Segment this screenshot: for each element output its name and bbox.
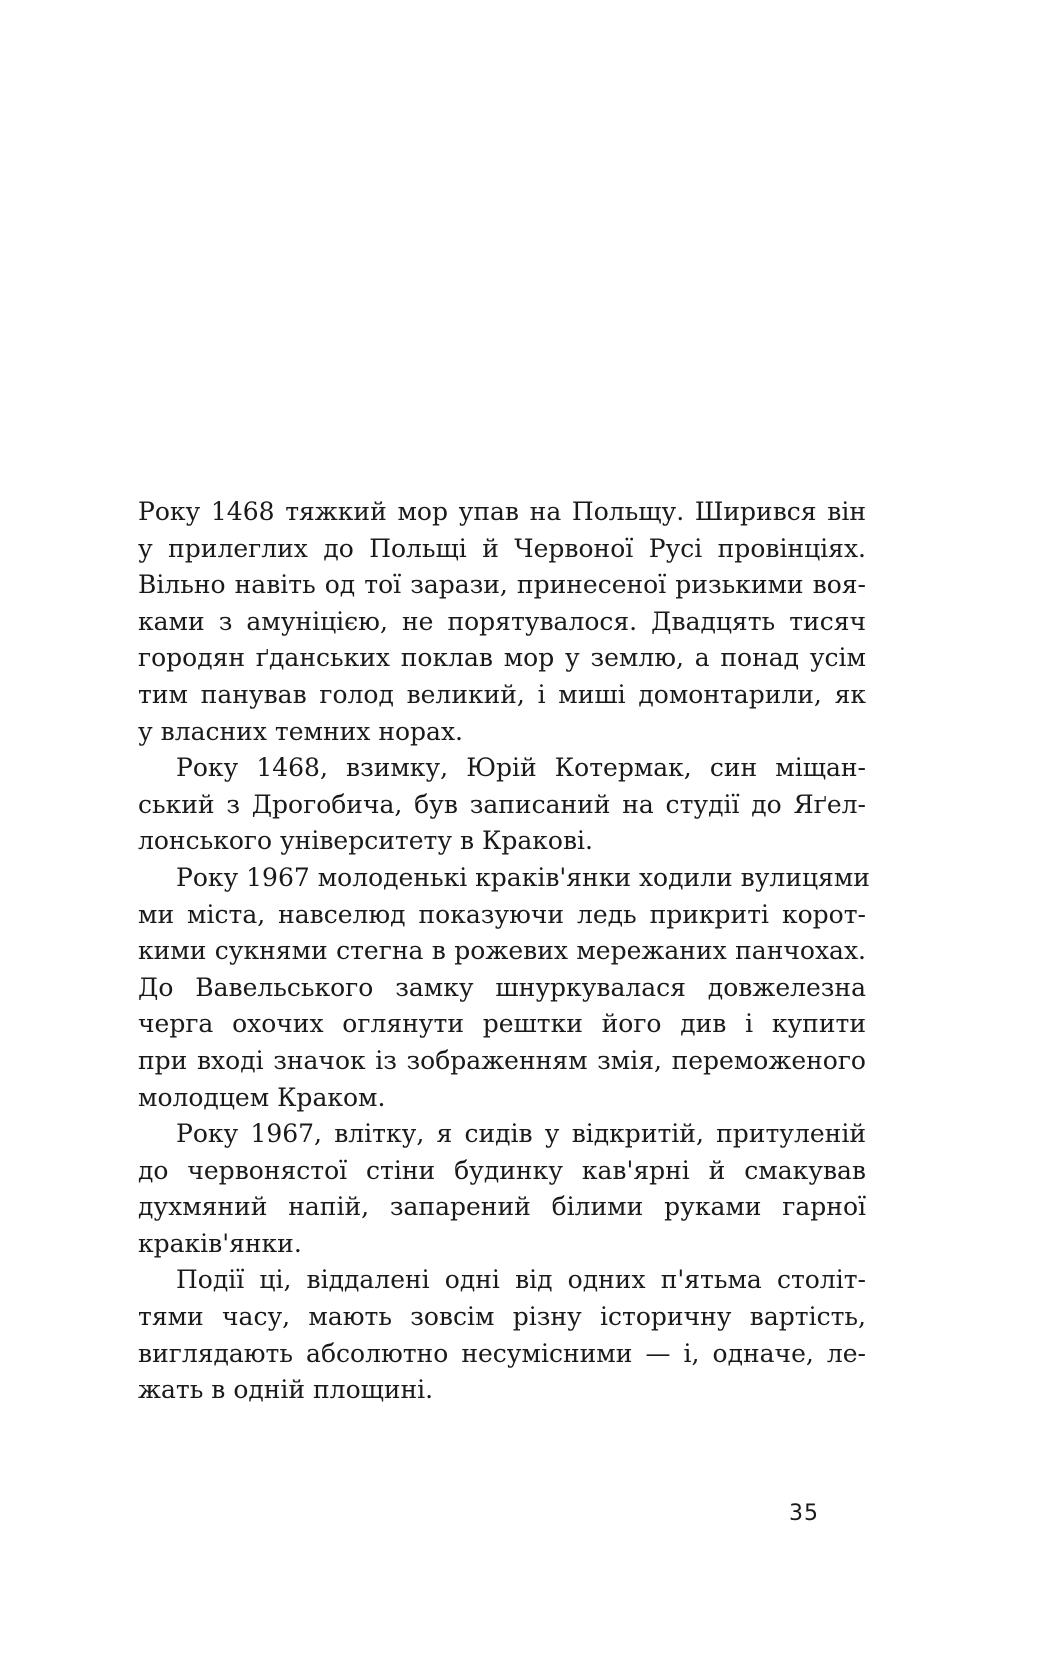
text-line: лонського університету в Кракові. (138, 826, 593, 856)
text-line: до червоняcтої стіни будинку кав'ярні й смакував (138, 1155, 866, 1185)
text-line: Року 1468 тяжкий мор упав на Польщу. Ширився він (138, 497, 866, 526)
text-line: у прилеглих до Польщі й Червоної Русі провінціях. (138, 533, 866, 563)
text-line: кими сукнями стегна в рожевих мережаних панчохах. (138, 936, 866, 966)
text-line: краків'янки. (138, 1228, 302, 1258)
text-line: ський з Дрогобича, був записаний на студії до Яґел- (138, 789, 866, 819)
text-line: Події ці, віддалені одні від одних п'ятьма століт- (176, 1265, 866, 1295)
paragraph-4 (138, 1116, 866, 1153)
text-line: духмяний напій, запарений білими руками гарної (138, 1192, 866, 1222)
paragraph-3-cont (138, 897, 866, 1117)
text-line: ми міста, навселюд показуючи ледь прикриті корот- (138, 899, 866, 929)
text-line: у власних темних норах. (138, 716, 463, 746)
paragraph-5 (138, 1262, 866, 1299)
paragraph-1 (138, 494, 866, 750)
text-line: Року 1468, взимку, Юрій Котермак, син міщан- (176, 753, 866, 783)
text-line: городян ґданських поклав мор у землю, а понад усім (138, 643, 866, 673)
paragraph-2 (138, 750, 866, 787)
text-line: тями часу, мають зовсім різну історичну вартість, (138, 1302, 866, 1332)
paragraph-3 (138, 860, 870, 897)
paragraph-2-cont (138, 787, 866, 860)
text-line: при вході значок із зображенням змія, переможеного (138, 1045, 866, 1075)
text-line: молодцем Краком. (138, 1082, 386, 1112)
body-text (138, 494, 870, 1409)
text-line: До Вавельського замку шнуркувалася довжелезна (138, 972, 866, 1002)
text-line: Року 1967 молоденькі краків'янки ходили вулицями (176, 862, 870, 892)
text-line: черга охочих оглянути рештки його див і купити (138, 1009, 866, 1039)
text-line: Вільно навіть од тої зарази, принесеної ризькими воя- (138, 570, 866, 600)
text-line: жать в одній площині. (138, 1375, 434, 1405)
paragraph-4-cont (138, 1153, 866, 1263)
text-line: Року 1967, влітку, я сидів у відкритій, притуленій (176, 1119, 866, 1149)
text-line: ками з амуніцією, не порятувалося. Двадцять тисяч (138, 606, 866, 636)
text-line: тим панував голод великий, і миші домонтарили, як (138, 679, 866, 709)
text-line: виглядають абсолютно несумісними — і, одначе, ле- (138, 1338, 866, 1368)
page-number: 35 (789, 1501, 819, 1526)
paragraph-5-cont (138, 1299, 866, 1409)
